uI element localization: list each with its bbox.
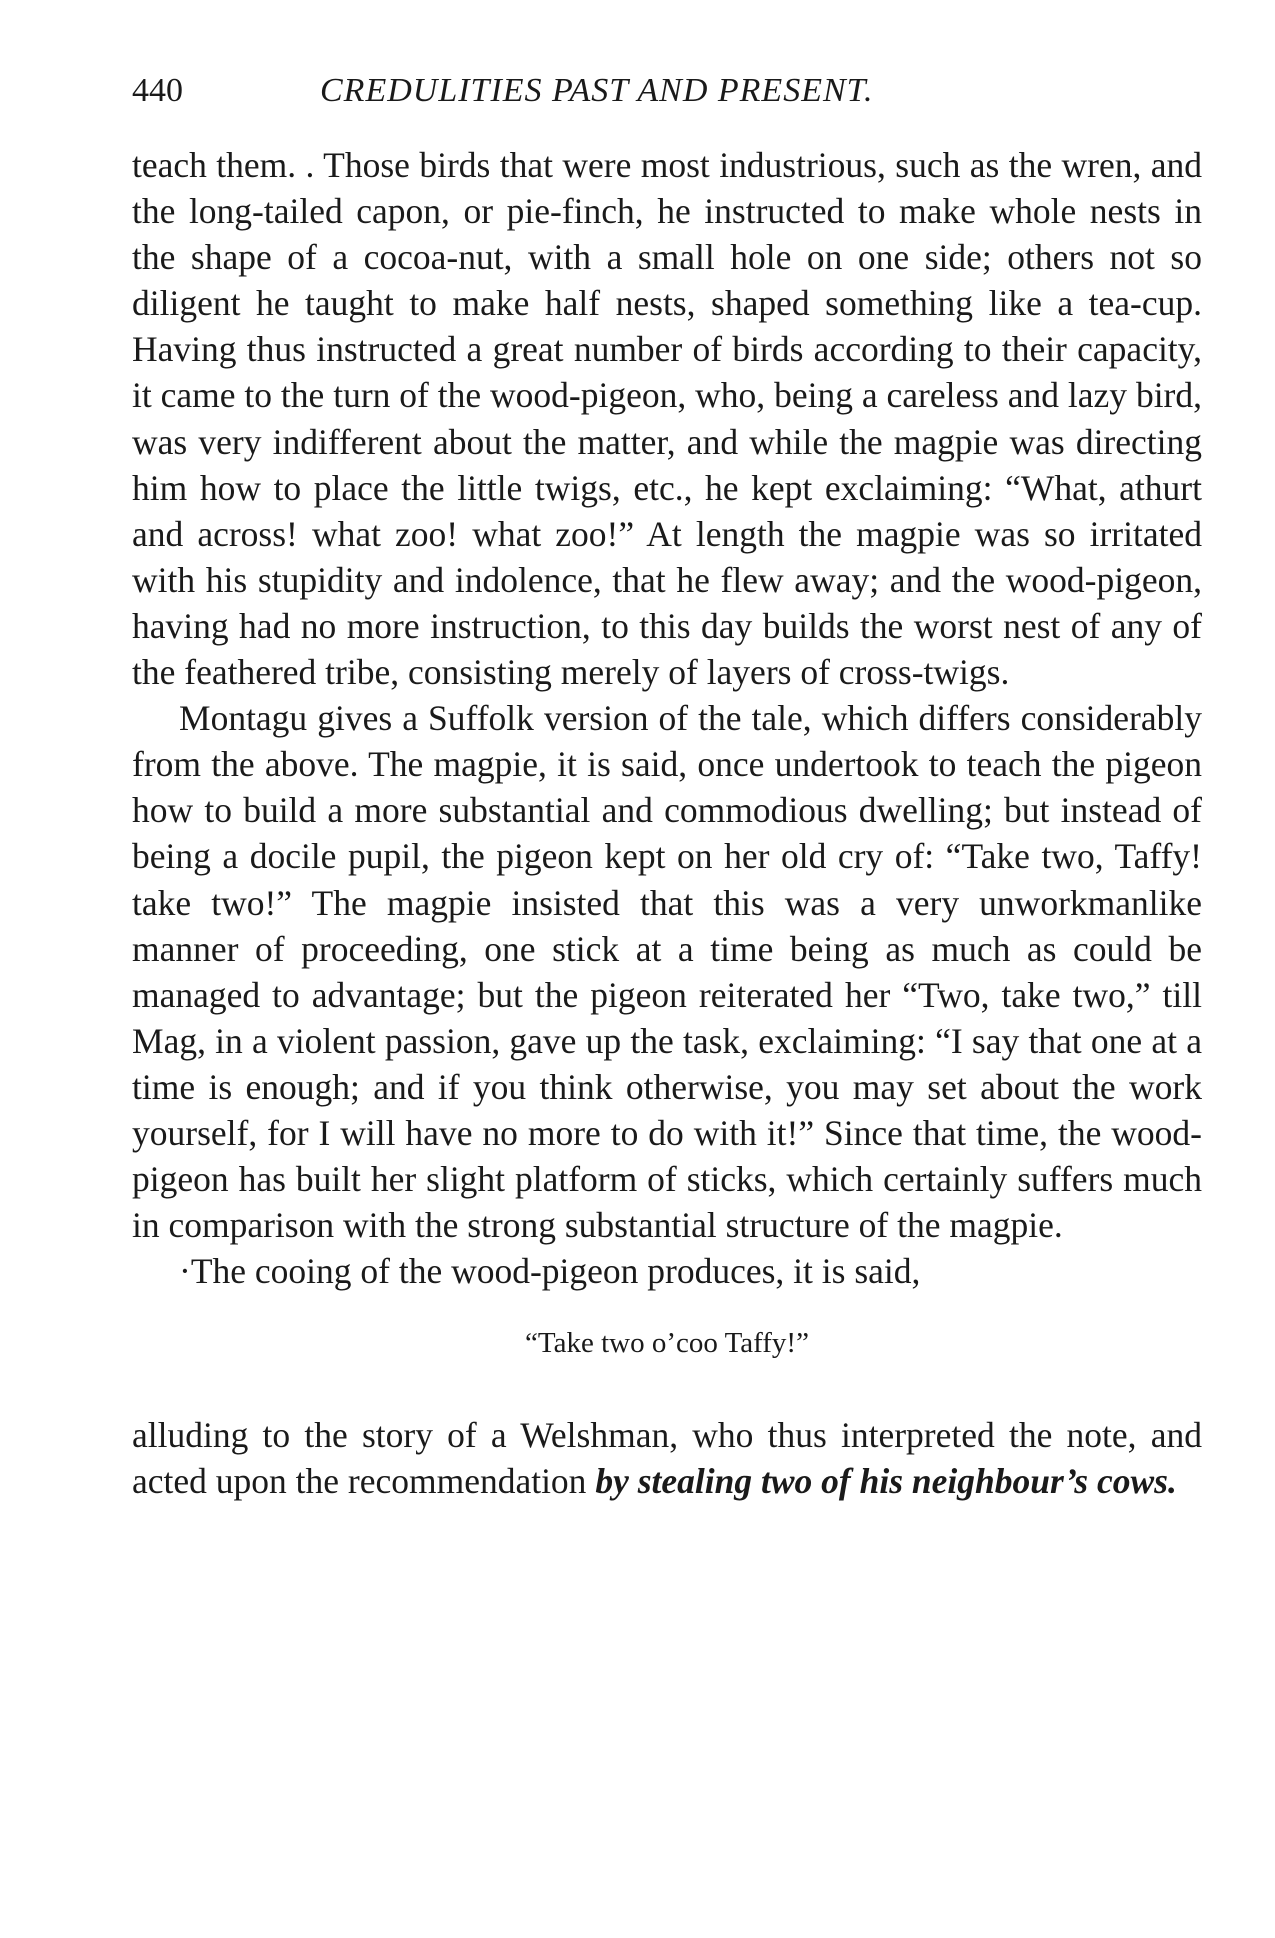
paragraph: Montagu gives a Suffolk version of the tale, which differs considerably from the above. The magpie, it is said, once undertook to teach the pigeon how to build a more substantial and commodious dwelling; but instead of being a docile pupil, the pigeon kept on her old cry of: “Take two, Taffy! take two!” The magpie insisted that this was a very unworkmanlike manner of proceeding, one stick at a time being as much as could be managed to advantage; but the pigeon reiterated her “Two, take two,” till Mag, in a violent passion, gave up the task, exclaiming: “I say that one at a time is enough; and if you think otherwise, you may set about the work yourself, for I will have no more to do with it!” Since that time, the wood-pigeon has built her slight platform of sticks, which certainly suffers much in comparison with the strong substantial structure of the magpie. [132, 698, 1202, 1246]
quoted-verse: “Take two o’coo Taffy!” [525, 1327, 809, 1360]
paragraph: teach them. . Those birds that were most industrious, such as the wren, and the long-tailed capon, or pie-finch, he instructed to make whole nests in the shape of a cocoa-nut, with a small hole on one side; others not so diligent he taught to make half nests, shaped something like a tea-cup. Having thus instructed a great number of birds according to their capacity, it came to the turn of the wood-pigeon, who, being a careless and lazy bird, was very indifferent about the matter, and while the magpie was directing him how to place the little twigs, etc., he kept exclaiming: “What, athurt and across! what zoo! what zoo!” At length the magpie was so irritated with his stupidity and indolence, that he flew away; and the wood-pigeon, having had no more instruction, to this day builds the worst nest of any of the feathered tribe, consisting merely of layers of cross-twigs. [132, 145, 1202, 693]
paragraph [132, 1412, 1202, 1504]
page-header [132, 66, 1202, 116]
paragraph: ·The cooing of the wood-pigeon produces, it is said, [179, 1251, 921, 1292]
running-title: CREDULITIES PAST AND PRESENT. [320, 72, 874, 109]
italic-phrase: by stealing two of his neighbour’s cows. [595, 1461, 1177, 1502]
paragraph-text: alluding to the story of a Welshman, who thus interpreted the note, and acted upon the recommendation [132, 1415, 1202, 1502]
body-text [132, 142, 1202, 1505]
page-number: 440 [132, 72, 183, 109]
